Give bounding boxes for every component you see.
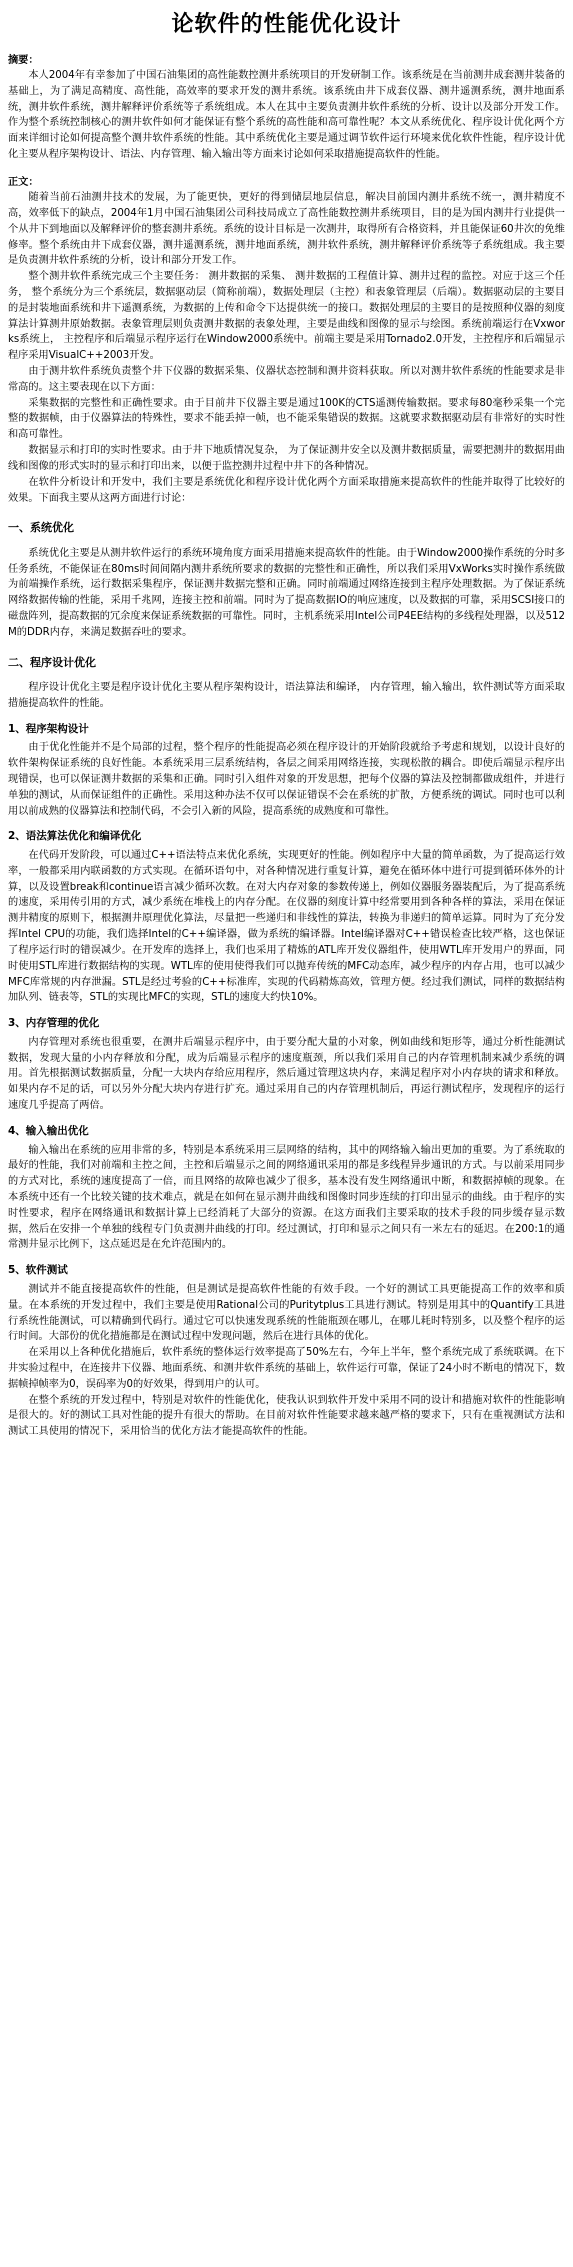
subsection-paragraph: 内存管理对系统也很重要，在测井后端显示程序中，由于要分配大量的小对象，例如曲线和矩形等，通过分析性能测试数据，发现大量的小内存释放和分配，成为后端显示程序的速度瓶颈，所以我们采用自己的内存管理机制来减少系统的调用。首先根据测试数据质量，分配一大块内存给应用程序，然后通过管理这块内存，来满足程序对小内存块的请求和释放。如果内存不足的话，可以另外分配大块内存进行扩充。通过采用自己的内存管理机制后，再运行测试程序，发现程序的运行速度几乎提高了两倍。 (8, 1036, 565, 1112)
section-system-optimization (8, 520, 565, 640)
body-paragraph: 数据显示和打印的实时性要求。由于井下地质情况复杂， 为了保证测井安全以及测井数据质量，需要把测井的数据用曲线和图像的形式实时的显示和打印出来，以便于监控测井过程中井下的各种情况。 (8, 445, 565, 472)
subsection-memory-management (8, 1016, 565, 1114)
section-heading: 一、系统优化 (8, 521, 74, 535)
subsection-heading: 1、程序架构设计 (8, 722, 89, 735)
body-section (8, 175, 565, 507)
subsection-testing (8, 1263, 565, 1440)
subsection-paragraph: 输入输出在系统的应用非常的多，特别是本系统采用三层网络的结构，其中的网络输入输出更加的重要。为了系统取的最好的性能，我们对前端和主控之间，主控和后端显示之间的网络通讯采用的都是多线程异步通讯的方式。与以前采用同步的方式对比，系统的速度提高了一倍，而且网络的故障也减少了很多，基本没有发生网络通讯中断，和数据掉帧的现象。在本系统中还有一个比较关键的技术难点，就是在如何在显示测井曲线和图像时同步连续的打印出显示的曲线。由于程序的实时性要求，程序在网络通讯和数据计算上已经消耗了大部分的资源。在这方面我们主要采取的技术手段的同步缓存显示数据，然后在安排一个单独的线程专门负责测井曲线的打印。经过测试，打印和显示之间只有一米左右的延迟。在200:1的通常测井显示比例下，这点延迟是在允许范围内的。 (8, 1144, 565, 1251)
body-paragraph: 整个测井软件系统完成三个主要任务： 测井数据的采集、 测井数据的工程值计算、测井过程的监控。对应于这三个任务， 整个系统分为三个系统层，数据驱动层（简称前端），数据处理层（主控）和表象管理层（后端）。数据驱动层的主要目的是封装地面系统和井下遥测系统，为数据的上传和命令下达提供统一的接口。数据处理层的主要目的是按照种仪器的刻度算法计算测井原始数据。表象管理层则负责测井数据的表象处理，主要是曲线和图像的显示与绘图。系统前端运行在Vxworks系统上， 主控程序和后端显示程序运行在Window2000系统中。前端主要是采用Tornado2.0开发，主控程序和后端显示程序采用VisualC++2003开发。 (8, 271, 565, 362)
section-program-design-optimization (8, 655, 565, 1441)
subsection-io (8, 1124, 565, 1253)
section-paragraph: 程序设计优化主要是程序设计优化主要从程序架构设计，语法算法和编译， 内存管理，输入输出，软件测试等方面采取措施提高软件的性能。 (8, 681, 565, 709)
subsection-heading: 2、语法算法优化和编译优化 (8, 830, 142, 843)
subsection-architecture (8, 722, 565, 820)
subsection-paragraph: 测试并不能直接提高软件的性能，但是测试是提高软件性能的有效手段。一个好的测试工具更能提高工作的效率和质量。在本系统的开发过程中，我们主要是使用Rational公司的Puritytplus工具进行测试。特别是用其中的Quantify工具进行系统性能测试，可以精确到代码行。通过它可以快速发现系统的性能瓶颈在哪儿，在哪儿耗时特别多，以及整个程序的运行时间。大部份的优化措施都是在测试过程中发现问题，然后在进行具体的优化。 (8, 1283, 565, 1343)
subsection-heading: 3、内存管理的优化 (8, 1017, 100, 1030)
page-title: 论软件的性能优化设计 (171, 11, 402, 37)
section-heading: 二、程序设计优化 (8, 655, 96, 669)
subsection-paragraph: 在采用以上各种优化措施后，软件系统的整体运行效率提高了50%左右，今年上半年，整个系统完成了系统联调。在下井实验过程中，在连接井下仪器、地面系统、和测井软件系统的基础上，软件运行可靠，保证了24小时不断电的情况下，数据帧掉帧率为0，误码率为0的好效果，得到用户的认可。 (8, 1347, 565, 1390)
subsection-heading: 4、输入输出优化 (8, 1124, 89, 1137)
abstract-paragraph: 本人2004年有幸参加了中国石油集团的高性能数控测井系统项目的开发研制工作。该系统是在当前测井成套测井装备的基础上，为了满足高精度、高性能，高效率的要求开发的测井系统。该系统由井下成套仪器、测井遥测系统，测井地面系统，测井软件系统，测井解释评价系统等子系统组成。本人在其中主要负责测井软件系统的分析、设计以及部分开发工作。作为整个系统控制核心的测井软件如何才能保证有整个系统的高性能和高可靠性呢？本文从系统优化、程序设计优化两个方面来详细讨论如何提高整个测井软件系统的性能。其中系统优化主要是通过调节软件运行环境来优化软件性能，程序设计优化主要从程序架构设计、语法、内存管理、输入输出等方面来讨论如何采取措施提高软件的性能。 (8, 69, 565, 160)
subsection-paragraph: 在整个系统的开发过程中，特别是对软件的性能优化，使我认识到软件开发中采用不同的设计和措施对软件的性能影响是很大的。好的测试工具对性能的提升有很大的帮助。在目前对软件性能要求越来越严格的要求下，只有在重视测试方法和测试工具使用的情况下，采用恰当的优化方法才能提高软件的性能。 (8, 1394, 565, 1438)
abstract-label: 摘要： (8, 54, 39, 66)
subsection-heading: 5、软件测试 (8, 1264, 68, 1277)
body-paragraph: 随着当前石油测井技术的发展，为了能更快，更好的得到储层地层信息，解决目前国内测井系统不统一，测井精度不高，效率低下的缺点，2004年1月中国石油集团公司科技局成立了高性能数控测井系统项目，目的是为国内测井行业提供一个从井下到地面以及解释评价的整套测井系统。系统的设计目标是一次测井，取得所有合格资料，并且能保证60井次的免维修率。整个系统由井下成套仪器，测井遥测系统，测井地面系统，测井软件系统，测井解释评价系统等子系统组成。我主要是负责测井软件系统的分析，设计和部分开发工作。 (8, 192, 565, 267)
body-paragraph: 在软件分析设计和开发中，我们主要是系统优化和程序设计优化两个方面采取措施来提高软件的性能并取得了比较好的效果。下面我主要从这两方面进行讨论： (8, 476, 565, 504)
abstract-section (8, 53, 565, 163)
body-paragraph: 由于测井软件系统负责整个井下仪器的数据采集、仪器状态控制和测井资料获取。所以对测井软件系统的性能要求是非常高的。这主要表现在以下方面： (8, 366, 565, 393)
subsection-paragraph: 在代码开发阶段，可以通过C++语法特点来优化系统，实现更好的性能。例如程序中大量的简单函数，为了提高运行效率，一般都采用内联函数的方式实现。在循环语句中，对各种情况进行重复计算，避免在循环体中进行可提到循环体外的计算，以及设置break和continue语言减少循环次数。在对大内存对象的参数传递上，例如仪器服务器装配后，为了提高系统的速度，采用传引用的方式，减少系统在堆栈上的内存分配。在仪器的刻度计算中经常要用到各种各样的算法，采用在保证测井精度的原则下，根据测井原理优化算法，尽量把一些递归和非线性的算法，转换为非递归的简单运算。同时为了充分发挥Intel CPU的功能，我们选择Intel的C++编译器，做为系统的编译器。Intel编译器对C++错误检查比较严格，这也保证了程序运行时的错误减少。在开发库的选择上，我们也采用了精炼的ATL库开发仪器组件，使用WTL库开发用户的界面，同时使用STL库进行数据结构的实现。WTL库的使用使得我们可以抛弃传统的MFC动态库，减少程序的内存占用，也可以减少MFC库常规的内存泄漏。STL是经过考验的C++标准库，实现的代码精炼高效，管理方便。经过我们测试，同样的数据结构加队列、链表等，STL的实现比MFC的实现，STL的速度大约快10%。 (8, 850, 565, 1004)
body-label: 正文： (8, 176, 39, 188)
section-paragraph: 系统优化主要是从测井软件运行的系统环境角度方面采用措施来提高软件的性能。由于Window2000操作系统的分时多任务系统，不能保证在80ms时间间隔内测井系统所要求的数据的完整性和正确性，所以我们采用VxWorks实时操作系统做为前端操作系统，运行数据采集程序，保证测井数据完整和正确。同时前端通过网络连接到主程序处理数据。为了保证系统网络数据传输的性能，采用千兆网，连接主控和前端。同时为了提高数据IO的响应速度，以及数据的可靠，采用SCSI接口的磁盘阵列，提高数据的冗余度来保证系统数据的可靠性。同时，主机系统采用Intel公司P4EE结构的多线程处理器，以及512M的DDR内存，来满足数据吞吐的要求。 (8, 547, 565, 638)
subsection-syntax-compiler (8, 829, 565, 1006)
subsection-paragraph: 由于优化性能并不是个局部的过程，整个程序的性能提高必须在程序设计的开始阶段就给予考虑和规划，以设计良好的软件架构保证系统的良好性能。本系统采用三层系统结构，各层之间采用网络连接，实现松散的耦合。即使后端显示程序出现错误，也可以保证测井数据的采集和正确。同时引入组件对象的开发思想，把每个仪器的算法及控制都做成组件，并进行单独的测试，从而保证组件的正确性。采用这种办法不仅可以保证错误不会在系统的扩散，方便系统的调试。同时也可以利用以前成熟的仪器算法和控制代码，不会引入新的风险，提高系统的成熟度和可靠性。 (8, 742, 565, 817)
body-paragraph: 采集数据的完整性和正确性要求。由于目前井下仪器主要是通过100K的CTS遥测传输数据。要求每80毫秒采集一个完整的数据帧，由于仪器算法的特殊性，要求不能丢掉一帧，也不能采集错误的数据。这就要求数据驱动层有非常好的实时性和高可靠性。 (8, 397, 565, 441)
